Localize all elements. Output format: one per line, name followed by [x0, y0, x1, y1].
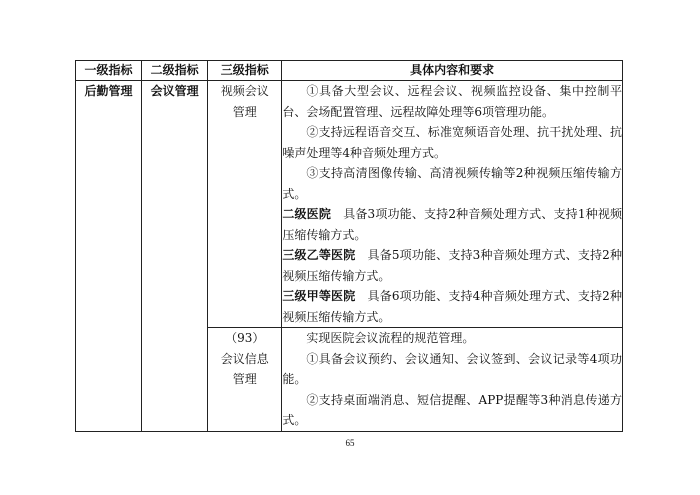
content-item: ③支持高清图像传输、高清视频传输等2种视频压缩传输方式。 [282, 166, 622, 201]
header-level1: 一级指标 [76, 61, 142, 81]
level3-line: 视频会议 [220, 84, 269, 98]
header-content: 具体内容和要求 [282, 61, 623, 81]
header-level3: 三级指标 [208, 61, 282, 81]
level2-cell: 会议管理 [142, 81, 208, 432]
header-row [76, 61, 623, 81]
grade-item [282, 204, 622, 245]
grade-label: 三级甲等医院 [282, 289, 356, 303]
content-item: ①具备大型会议、远程会议、视频监控设备、集中控制平台、会场配置管理、远程故障处理等6项管理功能。 [282, 84, 622, 119]
grade-item [282, 245, 622, 286]
grade-item [282, 286, 622, 327]
content-cell [282, 328, 623, 432]
level3-line: （93） [225, 331, 265, 345]
content-item: ②支持桌面端消息、短信提醒、APP提醒等3种消息传递方式。 [282, 392, 622, 427]
content-item: ②支持远程语音交互、标准宽频语音处理、抗干扰处理、抗噪声处理等4种音频处理方式。 [282, 125, 622, 160]
table-row [76, 81, 623, 328]
level3-line: 管理 [232, 104, 257, 119]
content-intro: 实现医院会议流程的规范管理。 [306, 331, 475, 345]
header-level2: 二级指标 [142, 61, 208, 81]
grade-label: 二级医院 [282, 207, 332, 221]
indicator-table [75, 60, 623, 432]
grade-text: 具备3项功能、支持2种音频处理方式、支持1种视频压缩传输方式。 [282, 207, 622, 242]
content-cell [282, 81, 623, 328]
page-number: 65 [345, 438, 355, 448]
level3-line: 管理 [232, 372, 257, 386]
grade-label: 三级乙等医院 [282, 248, 356, 262]
level3-cell [208, 328, 282, 432]
level3-line: 会议信息 [220, 351, 269, 366]
level3-cell [208, 81, 282, 328]
grade-text: 具备6项功能、支持4种音频处理方式、支持2种视频压缩传输方式。 [282, 289, 622, 324]
content-item: ①具备会议预约、会议通知、会议签到、会议记录等4项功能。 [282, 351, 622, 386]
level1-cell: 后勤管理 [76, 81, 142, 432]
grade-text: 具备5项功能、支持3种音频处理方式、支持2种视频压缩传输方式。 [282, 248, 622, 283]
